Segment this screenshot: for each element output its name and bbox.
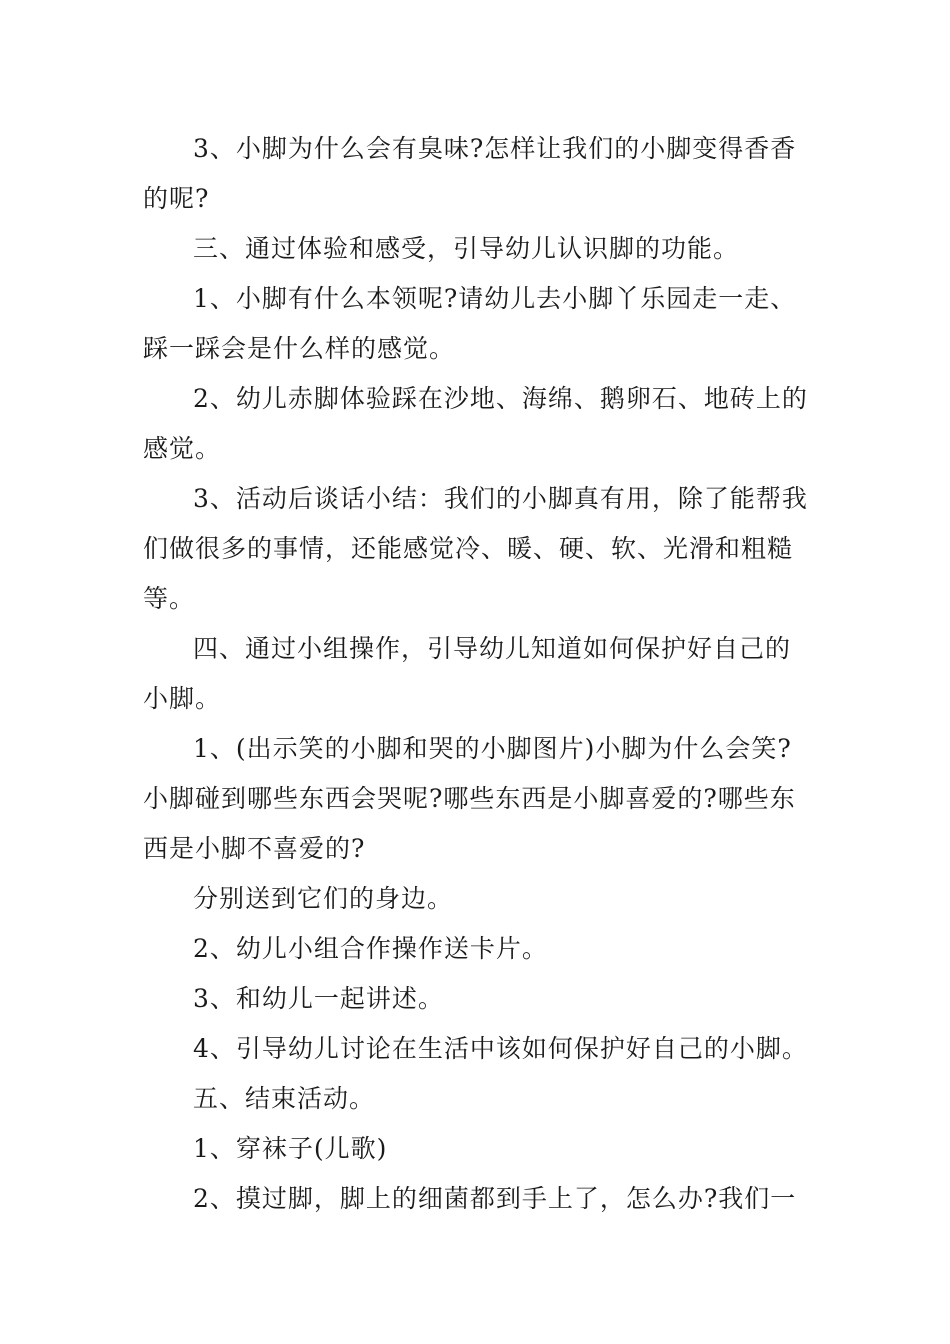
- text-line: 分别送到它们的身边。: [193, 884, 454, 913]
- text-line: 2、幼儿小组合作操作送卡片。: [193, 934, 548, 963]
- section-heading: 五、结束活动。: [193, 1084, 376, 1113]
- text-line: 感觉。: [143, 434, 222, 463]
- text-line: 2、幼儿赤脚体验踩在沙地、海绵、鹅卵石、地砖上的: [193, 384, 808, 413]
- text-line: 4、引导幼儿讨论在生活中该如何保护好自己的小脚。: [193, 1034, 808, 1063]
- text-line: 西是小脚不喜爱的?: [143, 834, 366, 863]
- section-heading: 三、通过体验和感受，引导幼儿认识脚的功能。: [193, 234, 740, 263]
- section-heading: 四、通过小组操作，引导幼儿知道如何保护好自己的: [193, 634, 792, 663]
- text-line: 小脚。: [143, 684, 222, 713]
- text-line: 2、摸过脚，脚上的细菌都到手上了，怎么办?我们一: [193, 1184, 797, 1213]
- text-line: 3、活动后谈话小结：我们的小脚真有用，除了能帮我: [193, 484, 808, 513]
- text-line: 1、穿袜子(儿歌): [193, 1134, 388, 1163]
- text-line: 等。: [143, 584, 196, 613]
- text-line: 3、小脚为什么会有臭味?怎样让我们的小脚变得香香: [193, 134, 797, 163]
- text-line: 们做很多的事情，还能感觉冷、暖、硬、软、光滑和粗糙: [143, 534, 794, 563]
- text-line: 踩一踩会是什么样的感觉。: [143, 334, 456, 363]
- text-line: 3、和幼儿一起讲述。: [193, 984, 444, 1013]
- text-line: 的呢?: [143, 184, 210, 213]
- text-line: 1、小脚有什么本领呢?请幼儿去小脚丫乐园走一走、: [193, 284, 797, 313]
- text-line: 1、(出示笑的小脚和哭的小脚图片)小脚为什么会笑?: [193, 734, 792, 763]
- text-line: 小脚碰到哪些东西会哭呢?哪些东西是小脚喜爱的?哪些东: [143, 784, 796, 813]
